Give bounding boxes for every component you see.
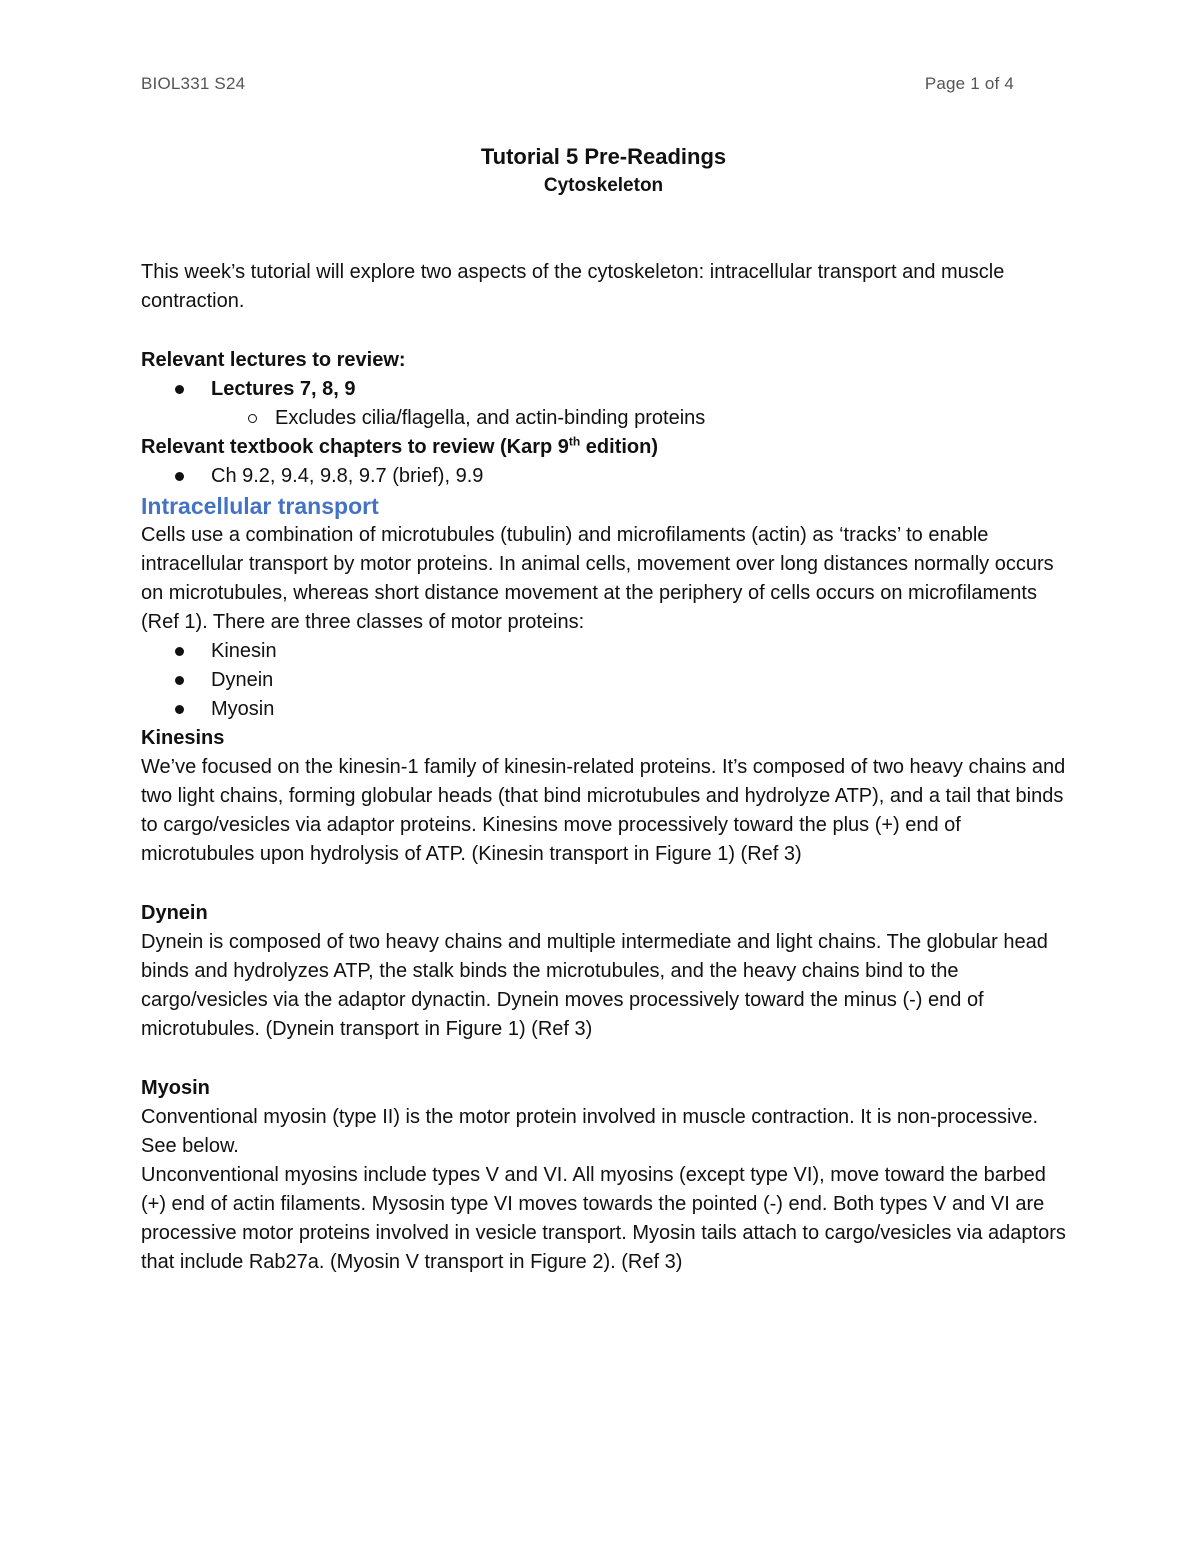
myosin-heading: Myosin (141, 1077, 210, 1099)
lectures-heading: Relevant lectures to review: (141, 349, 406, 371)
intracellular-paragraph: Cells use a combination of microtubules (tubulin) and microfilaments (actin) as ‘tracks’ to enable intracellular transport by motor proteins. In animal cells, movement over long distances normally occurs on microtubules, whereas short distance movement at the periphery of cells occurs on microfilaments (Ref 1). There are three classes of motor proteins: (141, 524, 1054, 633)
motor-protein-item: Kinesin (141, 637, 1066, 666)
kinesins-paragraph: We’ve focused on the kinesin-1 family of kinesin-related proteins. It’s composed of two heavy chains and two light chains, forming globular heads (that bind microtubules and hydrolyze ATP), and a tail that binds to cargo/vesicles via adaptor proteins. Kinesins move processively toward the plus (+) end of microtubules upon hydrolysis of ATP. (Kinesin transport in Figure 1) (Ref 3) (141, 756, 1066, 865)
dynein-paragraph: Dynein is composed of two heavy chains and multiple intermediate and light chains. The globular head binds and hydrolyzes ATP, the stalk binds the microtubules, and the heavy chains bind to the cargo/vesicles via the adaptor dynactin. Dynein moves processively toward the minus (-) end of microtubules. (Dynein transport in Figure 1) (Ref 3) (141, 931, 1048, 1040)
intracellular-heading: Intracellular transport (141, 493, 379, 519)
header-page-number: Page 1 of 4 (924, 74, 1014, 93)
lectures-sublist (141, 404, 1066, 433)
kinesins-heading: Kinesins (141, 727, 225, 749)
motor-protein-item: Dynein (141, 666, 1066, 695)
lectures-list (141, 375, 1066, 404)
motor-protein-item: Myosin (141, 695, 1066, 724)
document-body (141, 142, 1066, 1277)
header-course: BIOL331 S24 (141, 74, 246, 93)
document-subtitle: Cytoskeleton (543, 175, 664, 196)
textbook-item: Ch 9.2, 9.4, 9.8, 9.7 (brief), 9.9 (141, 462, 1066, 491)
dynein-heading: Dynein (141, 902, 208, 924)
document-title: Tutorial 5 Pre-Readings (480, 144, 727, 169)
lectures-subitem: Excludes cilia/flagella, and actin-binding proteins (141, 404, 1066, 433)
myosin-paragraph-1: Conventional myosin (type II) is the motor protein involved in muscle contraction. It is non-processive. See below. (141, 1106, 1039, 1157)
lectures-item: Lectures 7, 8, 9 (141, 375, 1066, 404)
myosin-paragraph-2: Unconventional myosins include types V and VI. All myosins (except type VI), move toward the barbed (+) end of actin filaments. Mysosin type VI moves towards the pointed (-) end. Both types V and VI are processive motor proteins involved in vesicle transport. Myosin tails attach to cargo/vesicles via adaptors that include Rab27a. (Myosin V transport in Figure 2). (Ref 3) (141, 1164, 1066, 1273)
motor-protein-list (141, 637, 1066, 724)
intro-paragraph: This week’s tutorial will explore two aspects of the cytoskeleton: intracellular transport and muscle contraction. (141, 261, 1005, 312)
textbook-heading: Relevant textbook chapters to review (Karp 9th edition) (141, 434, 659, 458)
textbook-list (141, 462, 1066, 491)
